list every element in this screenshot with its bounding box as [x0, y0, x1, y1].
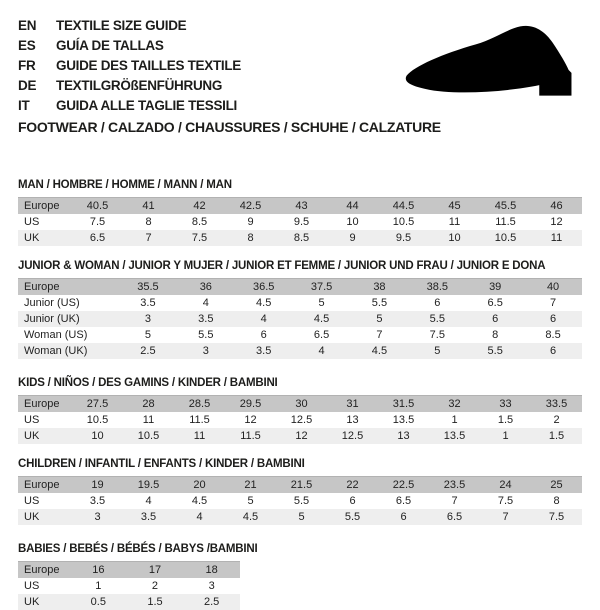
size-cell: 5 [408, 343, 466, 359]
row-label: Europe [18, 396, 72, 413]
size-cell: 4 [174, 509, 225, 525]
size-cell: 31 [327, 396, 378, 413]
size-cell: 5 [293, 295, 351, 311]
size-cell: 38 [351, 279, 409, 296]
size-cell: 8.5 [276, 230, 327, 246]
size-cell: 13.5 [429, 428, 480, 444]
size-row [18, 327, 582, 343]
size-cell: 36.5 [235, 279, 293, 296]
size-cell: 4 [235, 311, 293, 327]
size-cell: 10.5 [480, 230, 531, 246]
size-cell: 7.5 [531, 509, 582, 525]
row-label: Europe [18, 279, 119, 296]
size-cell: 2.5 [119, 343, 177, 359]
size-cell: 9 [225, 214, 276, 230]
size-cell: 42 [174, 198, 225, 215]
size-cell: 36 [177, 279, 235, 296]
size-cell: 30 [276, 396, 327, 413]
size-cell: 4 [293, 343, 351, 359]
size-row [18, 343, 582, 359]
size-cell: 12.5 [327, 428, 378, 444]
size-cell: 27.5 [72, 396, 123, 413]
size-cell: 9 [327, 230, 378, 246]
size-cell: 10.5 [72, 412, 123, 428]
size-cell: 4 [177, 295, 235, 311]
language-code: FR [18, 58, 36, 73]
size-cell: 10 [429, 230, 480, 246]
size-cell: 1 [429, 412, 480, 428]
size-cell: 25 [531, 477, 582, 494]
shoe-icon [394, 16, 586, 106]
size-cell: 40 [524, 279, 582, 296]
row-label: US [18, 493, 72, 509]
size-cell: 1.5 [127, 594, 184, 610]
row-label: UK [18, 230, 72, 246]
row-label: UK [18, 428, 72, 444]
size-row [18, 279, 582, 296]
size-cell: 3 [177, 343, 235, 359]
size-cell: 5.5 [327, 509, 378, 525]
section-title-junior-woman: JUNIOR & WOMAN / JUNIOR Y MUJER / JUNIOR ET FEMME / JUNIOR UND FRAU / JUNIOR E DONA [18, 260, 546, 272]
size-cell: 3 [183, 578, 240, 594]
size-cell: 7 [429, 493, 480, 509]
size-cell: 3.5 [123, 509, 174, 525]
size-cell: 7.5 [174, 230, 225, 246]
size-cell: 6 [378, 509, 429, 525]
language-code: EN [18, 18, 37, 33]
size-cell: 10 [327, 214, 378, 230]
row-label: Europe [18, 562, 70, 579]
size-cell: 2 [531, 412, 582, 428]
size-cell: 6.5 [378, 493, 429, 509]
size-cell: 6 [524, 311, 582, 327]
size-cell: 7 [351, 327, 409, 343]
size-cell: 44 [327, 198, 378, 215]
language-code: IT [18, 98, 30, 113]
size-table-babies [18, 561, 240, 610]
size-cell: 1 [70, 578, 127, 594]
size-cell: 29.5 [225, 396, 276, 413]
row-label: Europe [18, 198, 72, 215]
size-cell: 23.5 [429, 477, 480, 494]
size-cell: 33.5 [531, 396, 582, 413]
size-cell: 8.5 [524, 327, 582, 343]
size-table-man [18, 197, 582, 246]
size-cell: 19 [72, 477, 123, 494]
size-cell: 5 [276, 509, 327, 525]
size-cell: 22.5 [378, 477, 429, 494]
size-row [18, 396, 582, 413]
size-row [18, 428, 582, 444]
language-title: TEXTILGRÖßENFÜHRUNG [56, 78, 223, 93]
size-row [18, 412, 582, 428]
size-cell: 9.5 [276, 214, 327, 230]
size-cell: 7 [480, 509, 531, 525]
size-cell: 9.5 [378, 230, 429, 246]
size-row [18, 198, 582, 215]
size-cell: 5.5 [351, 295, 409, 311]
size-cell: 16 [70, 562, 127, 579]
section-junior-woman [18, 260, 582, 359]
size-cell: 3 [119, 311, 177, 327]
size-cell: 12 [225, 412, 276, 428]
size-cell: 4.5 [174, 493, 225, 509]
section-title-babies: BABIES / BEBÉS / BÉBÉS / BABYS /BAMBINI [18, 543, 258, 555]
size-cell: 35.5 [119, 279, 177, 296]
size-cell: 45.5 [480, 198, 531, 215]
size-cell: 40.5 [72, 198, 123, 215]
row-label: US [18, 578, 70, 594]
size-cell: 5.5 [466, 343, 524, 359]
size-cell: 4.5 [351, 343, 409, 359]
section-kids [18, 377, 582, 444]
language-title: GUIDE DES TAILLES TEXTILE [56, 58, 242, 73]
size-cell: 13 [378, 428, 429, 444]
size-cell: 41 [123, 198, 174, 215]
size-cell: 8 [466, 327, 524, 343]
language-title: TEXTILE SIZE GUIDE [56, 18, 187, 33]
size-cell: 42.5 [225, 198, 276, 215]
size-cell: 20 [174, 477, 225, 494]
size-cell: 10.5 [123, 428, 174, 444]
size-cell: 5.5 [408, 311, 466, 327]
size-cell: 3.5 [72, 493, 123, 509]
size-cell: 7.5 [72, 214, 123, 230]
size-row [18, 230, 582, 246]
size-cell: 3.5 [119, 295, 177, 311]
size-cell: 11 [429, 214, 480, 230]
size-cell: 3.5 [177, 311, 235, 327]
size-cell: 1 [480, 428, 531, 444]
size-cell: 38.5 [408, 279, 466, 296]
size-cell: 1.5 [480, 412, 531, 428]
size-cell: 7.5 [408, 327, 466, 343]
size-cell: 11.5 [174, 412, 225, 428]
size-cell: 28.5 [174, 396, 225, 413]
size-cell: 8 [531, 493, 582, 509]
size-cell: 44.5 [378, 198, 429, 215]
size-cell: 5 [119, 327, 177, 343]
size-cell: 11 [531, 230, 582, 246]
language-title: GUÍA DE TALLAS [56, 38, 164, 53]
size-cell: 6.5 [466, 295, 524, 311]
size-cell: 31.5 [378, 396, 429, 413]
size-cell: 19.5 [123, 477, 174, 494]
size-cell: 8.5 [174, 214, 225, 230]
size-cell: 11 [174, 428, 225, 444]
size-cell: 37.5 [293, 279, 351, 296]
size-row [18, 477, 582, 494]
size-cell: 45 [429, 198, 480, 215]
size-cell: 6 [524, 343, 582, 359]
size-cell: 10 [72, 428, 123, 444]
row-label: US [18, 214, 72, 230]
size-cell: 6.5 [293, 327, 351, 343]
language-code: ES [18, 38, 36, 53]
size-cell: 5 [225, 493, 276, 509]
language-title: GUIDA ALLE TAGLIE TESSILI [56, 98, 237, 113]
size-cell: 13.5 [378, 412, 429, 428]
size-row [18, 311, 582, 327]
row-label: Junior (US) [18, 295, 119, 311]
size-cell: 24 [480, 477, 531, 494]
category-heading: FOOTWEAR / CALZADO / CHAUSSURES / SCHUHE / CALZATURE [18, 119, 441, 135]
section-children [18, 458, 582, 525]
row-label: US [18, 412, 72, 428]
size-cell: 46 [531, 198, 582, 215]
size-row [18, 214, 582, 230]
size-cell: 11 [123, 412, 174, 428]
size-cell: 21.5 [276, 477, 327, 494]
size-cell: 4.5 [293, 311, 351, 327]
size-cell: 8 [123, 214, 174, 230]
size-cell: 1.5 [531, 428, 582, 444]
row-label: UK [18, 509, 72, 525]
size-row [18, 578, 240, 594]
size-row [18, 493, 582, 509]
size-cell: 10.5 [378, 214, 429, 230]
size-row [18, 509, 582, 525]
size-table-kids [18, 395, 582, 444]
size-cell: 28 [123, 396, 174, 413]
size-cell: 7 [123, 230, 174, 246]
language-code: DE [18, 78, 37, 93]
size-cell: 22 [327, 477, 378, 494]
size-cell: 0.5 [70, 594, 127, 610]
size-cell: 4 [123, 493, 174, 509]
size-cell: 33 [480, 396, 531, 413]
size-cell: 6 [327, 493, 378, 509]
size-cell: 8 [225, 230, 276, 246]
size-cell: 12.5 [276, 412, 327, 428]
row-label: Europe [18, 477, 72, 494]
row-label: Woman (UK) [18, 343, 119, 359]
size-cell: 18 [183, 562, 240, 579]
size-cell: 17 [127, 562, 184, 579]
size-cell: 6 [235, 327, 293, 343]
section-man [18, 179, 582, 246]
size-cell: 6 [466, 311, 524, 327]
size-row [18, 295, 582, 311]
size-cell: 32 [429, 396, 480, 413]
size-row [18, 594, 240, 610]
section-title-children: CHILDREN / INFANTIL / ENFANTS / KINDER / BAMBINI [18, 458, 305, 470]
size-cell: 5 [351, 311, 409, 327]
size-cell: 3 [72, 509, 123, 525]
size-cell: 13 [327, 412, 378, 428]
size-cell: 6.5 [72, 230, 123, 246]
row-label: Junior (UK) [18, 311, 119, 327]
size-cell: 11.5 [480, 214, 531, 230]
size-cell: 4.5 [235, 295, 293, 311]
row-label: Woman (US) [18, 327, 119, 343]
size-cell: 39 [466, 279, 524, 296]
size-cell: 5.5 [276, 493, 327, 509]
size-table-children [18, 476, 582, 525]
size-row [18, 562, 240, 579]
size-cell: 2.5 [183, 594, 240, 610]
row-label: UK [18, 594, 70, 610]
size-cell: 5.5 [177, 327, 235, 343]
size-cell: 12 [276, 428, 327, 444]
size-cell: 7.5 [480, 493, 531, 509]
size-table-junior-woman [18, 278, 582, 359]
size-cell: 4.5 [225, 509, 276, 525]
size-cell: 21 [225, 477, 276, 494]
size-cell: 11.5 [225, 428, 276, 444]
size-cell: 43 [276, 198, 327, 215]
size-cell: 3.5 [235, 343, 293, 359]
size-cell: 12 [531, 214, 582, 230]
size-cell: 7 [524, 295, 582, 311]
size-cell: 2 [127, 578, 184, 594]
size-cell: 6 [408, 295, 466, 311]
size-cell: 6.5 [429, 509, 480, 525]
section-title-kids: KIDS / NIÑOS / DES GAMINS / KINDER / BAMBINI [18, 377, 278, 389]
section-title-man: MAN / HOMBRE / HOMME / MANN / MAN [18, 179, 232, 191]
